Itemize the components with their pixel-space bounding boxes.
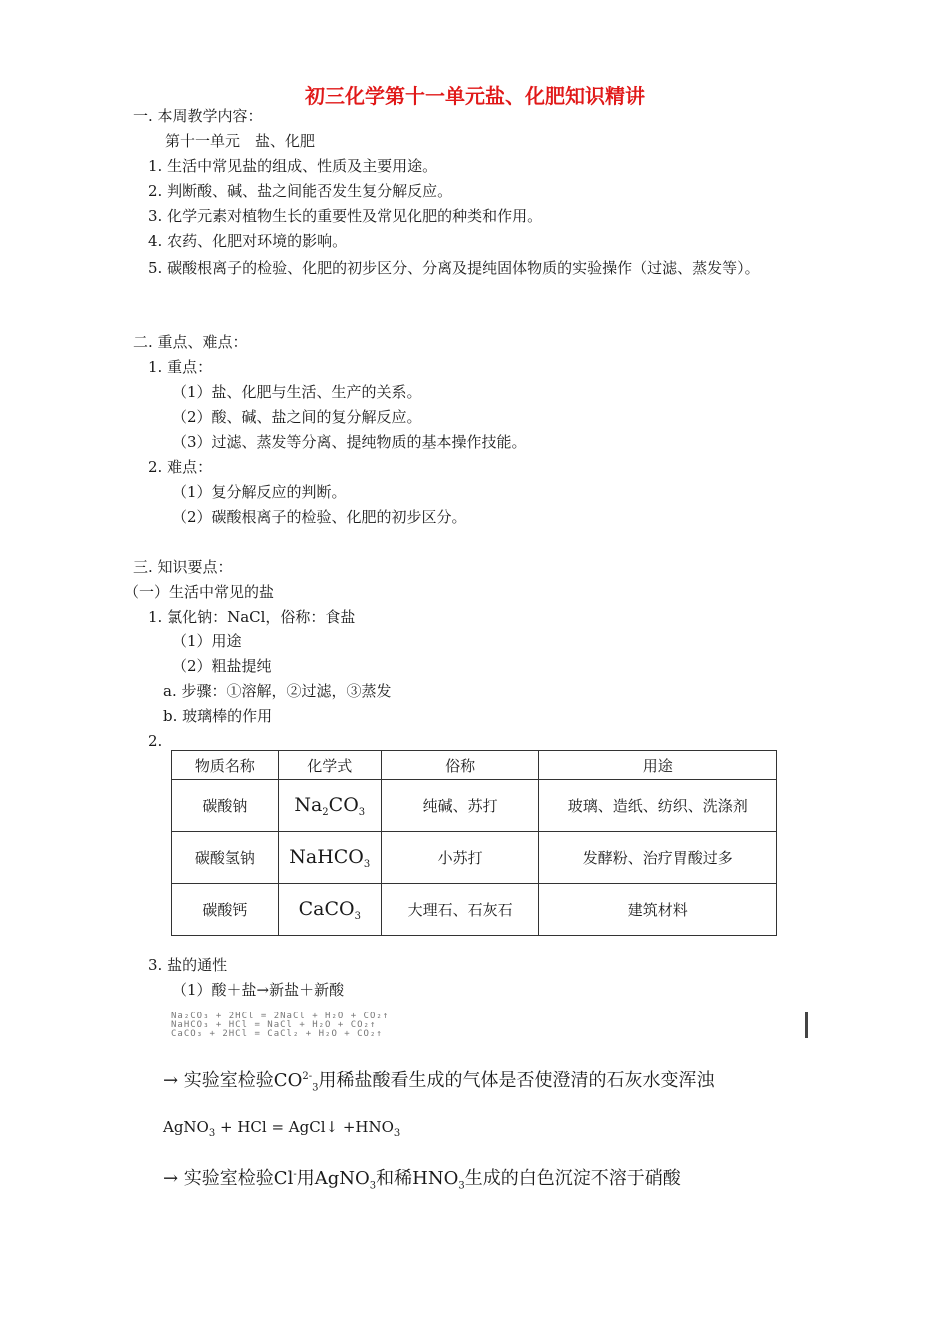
unit-name: 第十一单元 盐、化肥 — [165, 132, 316, 150]
key-point: （2）酸、碱、盐之间的复分解反应。 — [172, 408, 422, 426]
table-header-row — [172, 751, 777, 780]
salt-use: 玻璃、造纸、纺织、洗涤剂 — [539, 780, 777, 832]
common-name: 纯碱、苏打 — [381, 780, 539, 832]
common-name: 大理石、石灰石 — [381, 884, 539, 936]
section-3-heading: 三. 知识要点： — [133, 558, 233, 576]
nacl-line: 1. 氯化钠：NaCl，俗称：食盐 — [148, 608, 356, 626]
subsection-heading: （一）生活中常见的盐 — [124, 583, 275, 601]
table-row — [172, 780, 777, 832]
chemical-formula: $Na_2CO_3$ — [278, 780, 381, 832]
difficult-points-label: 2. 难点： — [148, 458, 213, 476]
content-item: 3. 化学元素对植物生长的重要性及常见化肥的种类和作用。 — [148, 207, 543, 225]
chemical-formula: NaHCO$_3$ — [278, 832, 381, 884]
chemical-formula: CaCO$_3$ — [278, 884, 381, 936]
content-item: 1. 生活中常见盐的组成、性质及主要用途。 — [148, 157, 438, 175]
carbonate-test-note: → 实验室检验$CO^{2-}_3$用稀盐酸看生成的气体是否使澄清的石灰水变浑浊 — [163, 1070, 715, 1094]
salt-name: 碳酸氢钠 — [172, 832, 279, 884]
item-number-2: 2. — [148, 732, 163, 750]
acid-salt-rule: （1）酸＋盐→新盐＋新酸 — [172, 981, 345, 999]
column-header: 俗称 — [381, 751, 539, 780]
column-header: 物质名称 — [172, 751, 279, 780]
bracket-mark — [805, 1012, 808, 1038]
silver-nitrate-equation: AgNO$_3$ + HCl = AgCl↓ $+HNO_3$ — [163, 1118, 401, 1139]
salt-use: 建筑材料 — [539, 884, 777, 936]
content-item: 5. 碳酸根离子的检验、化肥的初步区分、分离及提纯固体物质的实验操作（过滤、蒸发等）。 — [148, 259, 760, 277]
column-header: 化学式 — [278, 751, 381, 780]
use-label: （1）用途 — [172, 632, 242, 650]
salts-table — [171, 750, 777, 936]
section-1-heading: 一. 本周教学内容： — [133, 107, 263, 125]
key-point: （1）盐、化肥与生活、生产的关系。 — [172, 383, 422, 401]
column-header: 用途 — [539, 751, 777, 780]
equations-image: Na₂CO₃ + 2HCl = 2NaCl + H₂O + CO₂↑ NaHCO₃ + HCl = NaCl + H₂O + CO₂↑ CaCO₃ + 2HCl = CaCl₂ + H₂O + CO₂↑ — [171, 1012, 390, 1038]
chloride-test-note: → 实验室检验Cl-用AgNO$_3$和稀$HNO_3$生成的白色沉淀不溶于硝酸 — [163, 1168, 681, 1192]
difficult-point: （1）复分解反应的判断。 — [172, 483, 347, 501]
common-name: 小苏打 — [381, 832, 539, 884]
glass-rod-role: b. 玻璃棒的作用 — [163, 707, 273, 725]
salt-properties-heading: 3. 盐的通性 — [148, 956, 228, 974]
page-title: 初三化学第十一单元盐、化肥知识精讲 — [305, 84, 645, 108]
difficult-point: （2）碳酸根离子的检验、化肥的初步区分。 — [172, 508, 467, 526]
purify-label: （2）粗盐提纯 — [172, 657, 272, 675]
content-item: 2. 判断酸、碱、盐之间能否发生复分解反应。 — [148, 182, 453, 200]
purify-steps: a. 步骤：①溶解，②过滤，③蒸发 — [163, 682, 392, 700]
salt-use: 发酵粉、治疗胃酸过多 — [539, 832, 777, 884]
key-points-label: 1. 重点： — [148, 358, 213, 376]
salt-name: 碳酸钠 — [172, 780, 279, 832]
salt-name: 碳酸钙 — [172, 884, 279, 936]
content-item: 4. 农药、化肥对环境的影响。 — [148, 232, 348, 250]
table-row — [172, 832, 777, 884]
key-point: （3）过滤、蒸发等分离、提纯物质的基本操作技能。 — [172, 433, 527, 451]
table-row — [172, 884, 777, 936]
section-2-heading: 二. 重点、难点： — [133, 333, 248, 351]
